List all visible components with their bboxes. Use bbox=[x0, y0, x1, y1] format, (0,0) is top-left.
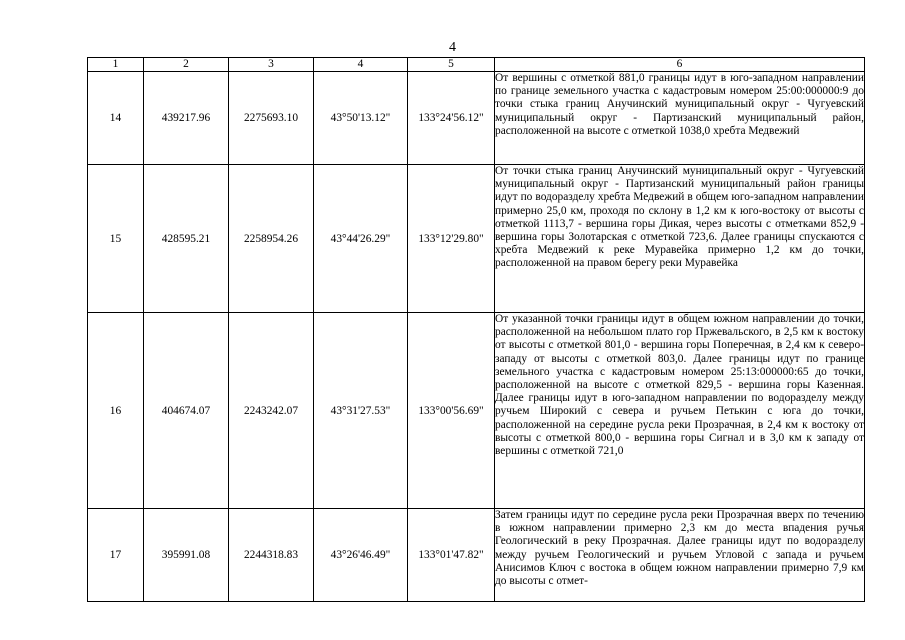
column-header-6: 6 bbox=[495, 58, 865, 72]
longitude-cell: 133°12'29.80" bbox=[408, 165, 495, 313]
latitude-cell: 43°26'46.49" bbox=[314, 509, 408, 602]
longitude-cell: 133°01'47.82" bbox=[408, 509, 495, 602]
column-header-3: 3 bbox=[229, 58, 314, 72]
boundary-description-cell: От указанной точки границы идут в общем южном направлении до точки, расположенной на небольшом плато гор Пржевальского, в 2,5 км к востоку от высоты с отметкой 801,0 - вершина горы Поперечная, в 2,4 км к северо-западу от высоты с отметкой 803,0. Далее границы идут по границе земельного участка с кадастровым номером 25:13:000000:65 до точки, расположенной на высоте с отметкой 829,5 - вершина горы Казенная. Далее границы идут в юго-западном направлении по водоразделу между ручьем Широкий с севера и ручьем Петькин с юга до точки, расположенной на середине русла реки Прозрачная, в 2,4 км к востоку от высоты с отметкой 800,0 - вершина горы Сигнал и в 3,0 км к западу от вершины с отметкой 721,0 bbox=[495, 313, 865, 509]
boundary-description-cell: От точки стыка границ Анучинский муниципальный округ - Чугуевский муниципальный округ - Партизанский муниципальный район границы идут по водоразделу хребта Медвежий в общем юго-западном направлении примерно 25,0 км, проходя по склону в 1,2 км к юго-востоку от высоты с отметкой 1113,7 - вершина горы Дикая, через высоты с отметками 852,9 - вершина горы Золотарская с отметкой 723,6. Далее границы спускаются с хребта Медвежий к реке Муравейка примерно 1,2 км до точки, расположенной на правом берегу реки Муравейка bbox=[495, 165, 865, 313]
point-number-cell: 14 bbox=[88, 72, 144, 165]
y-coordinate-cell: 2258954.26 bbox=[229, 165, 314, 313]
table-row bbox=[88, 313, 865, 509]
x-coordinate-cell: 428595.21 bbox=[144, 165, 229, 313]
boundary-coordinates-table bbox=[87, 57, 865, 602]
point-number-cell: 15 bbox=[88, 165, 144, 313]
column-header-1: 1 bbox=[88, 58, 144, 72]
table-row bbox=[88, 165, 865, 313]
boundary-description-cell-container bbox=[495, 509, 865, 602]
table-header-row bbox=[88, 58, 865, 72]
y-coordinate-cell: 2243242.07 bbox=[229, 313, 314, 509]
column-header-4: 4 bbox=[314, 58, 408, 72]
x-coordinate-cell: 395991.08 bbox=[144, 509, 229, 602]
point-number-cell: 17 bbox=[88, 509, 144, 602]
x-coordinate-cell: 404674.07 bbox=[144, 313, 229, 509]
boundary-description-cell: От вершины с отметкой 881,0 границы идут в юго-западном направлении по границе земельного участка с кадастровым номером 25:00:000000:9 до точки стыка границ Анучинский муниципальный округ - Чугуевский муниципальный округ - Партизанский муниципальный район, расположенной на высоте с отметкой 1038,0 хребта Медвежий bbox=[495, 72, 865, 165]
longitude-cell: 133°00'56.69" bbox=[408, 313, 495, 509]
y-coordinate-cell: 2244318.83 bbox=[229, 509, 314, 602]
x-coordinate-cell: 439217.96 bbox=[144, 72, 229, 165]
latitude-cell: 43°50'13.12" bbox=[314, 72, 408, 165]
table-row bbox=[88, 509, 865, 602]
latitude-cell: 43°44'26.29" bbox=[314, 165, 408, 313]
page-number: 4 bbox=[449, 40, 456, 55]
latitude-cell: 43°31'27.53" bbox=[314, 313, 408, 509]
table-row bbox=[88, 72, 865, 165]
longitude-cell: 133°24'56.12" bbox=[408, 72, 495, 165]
column-header-2: 2 bbox=[144, 58, 229, 72]
y-coordinate-cell: 2275693.10 bbox=[229, 72, 314, 165]
column-header-5: 5 bbox=[408, 58, 495, 72]
point-number-cell: 16 bbox=[88, 313, 144, 509]
boundary-description-cell: Затем границы идут по середине русла реки Прозрачная вверх по течению в южном направлении примерно 2,3 км до места впадения ручья Геологический в реку Прозрачная. Далее границы идут по водоразделу между ручьем Геологический и ручьем Угловой с запада и ручьем Анисимов Ключ с востока в общем южном направлении примерно 7,9 км до высоты с отмет- bbox=[495, 509, 864, 588]
